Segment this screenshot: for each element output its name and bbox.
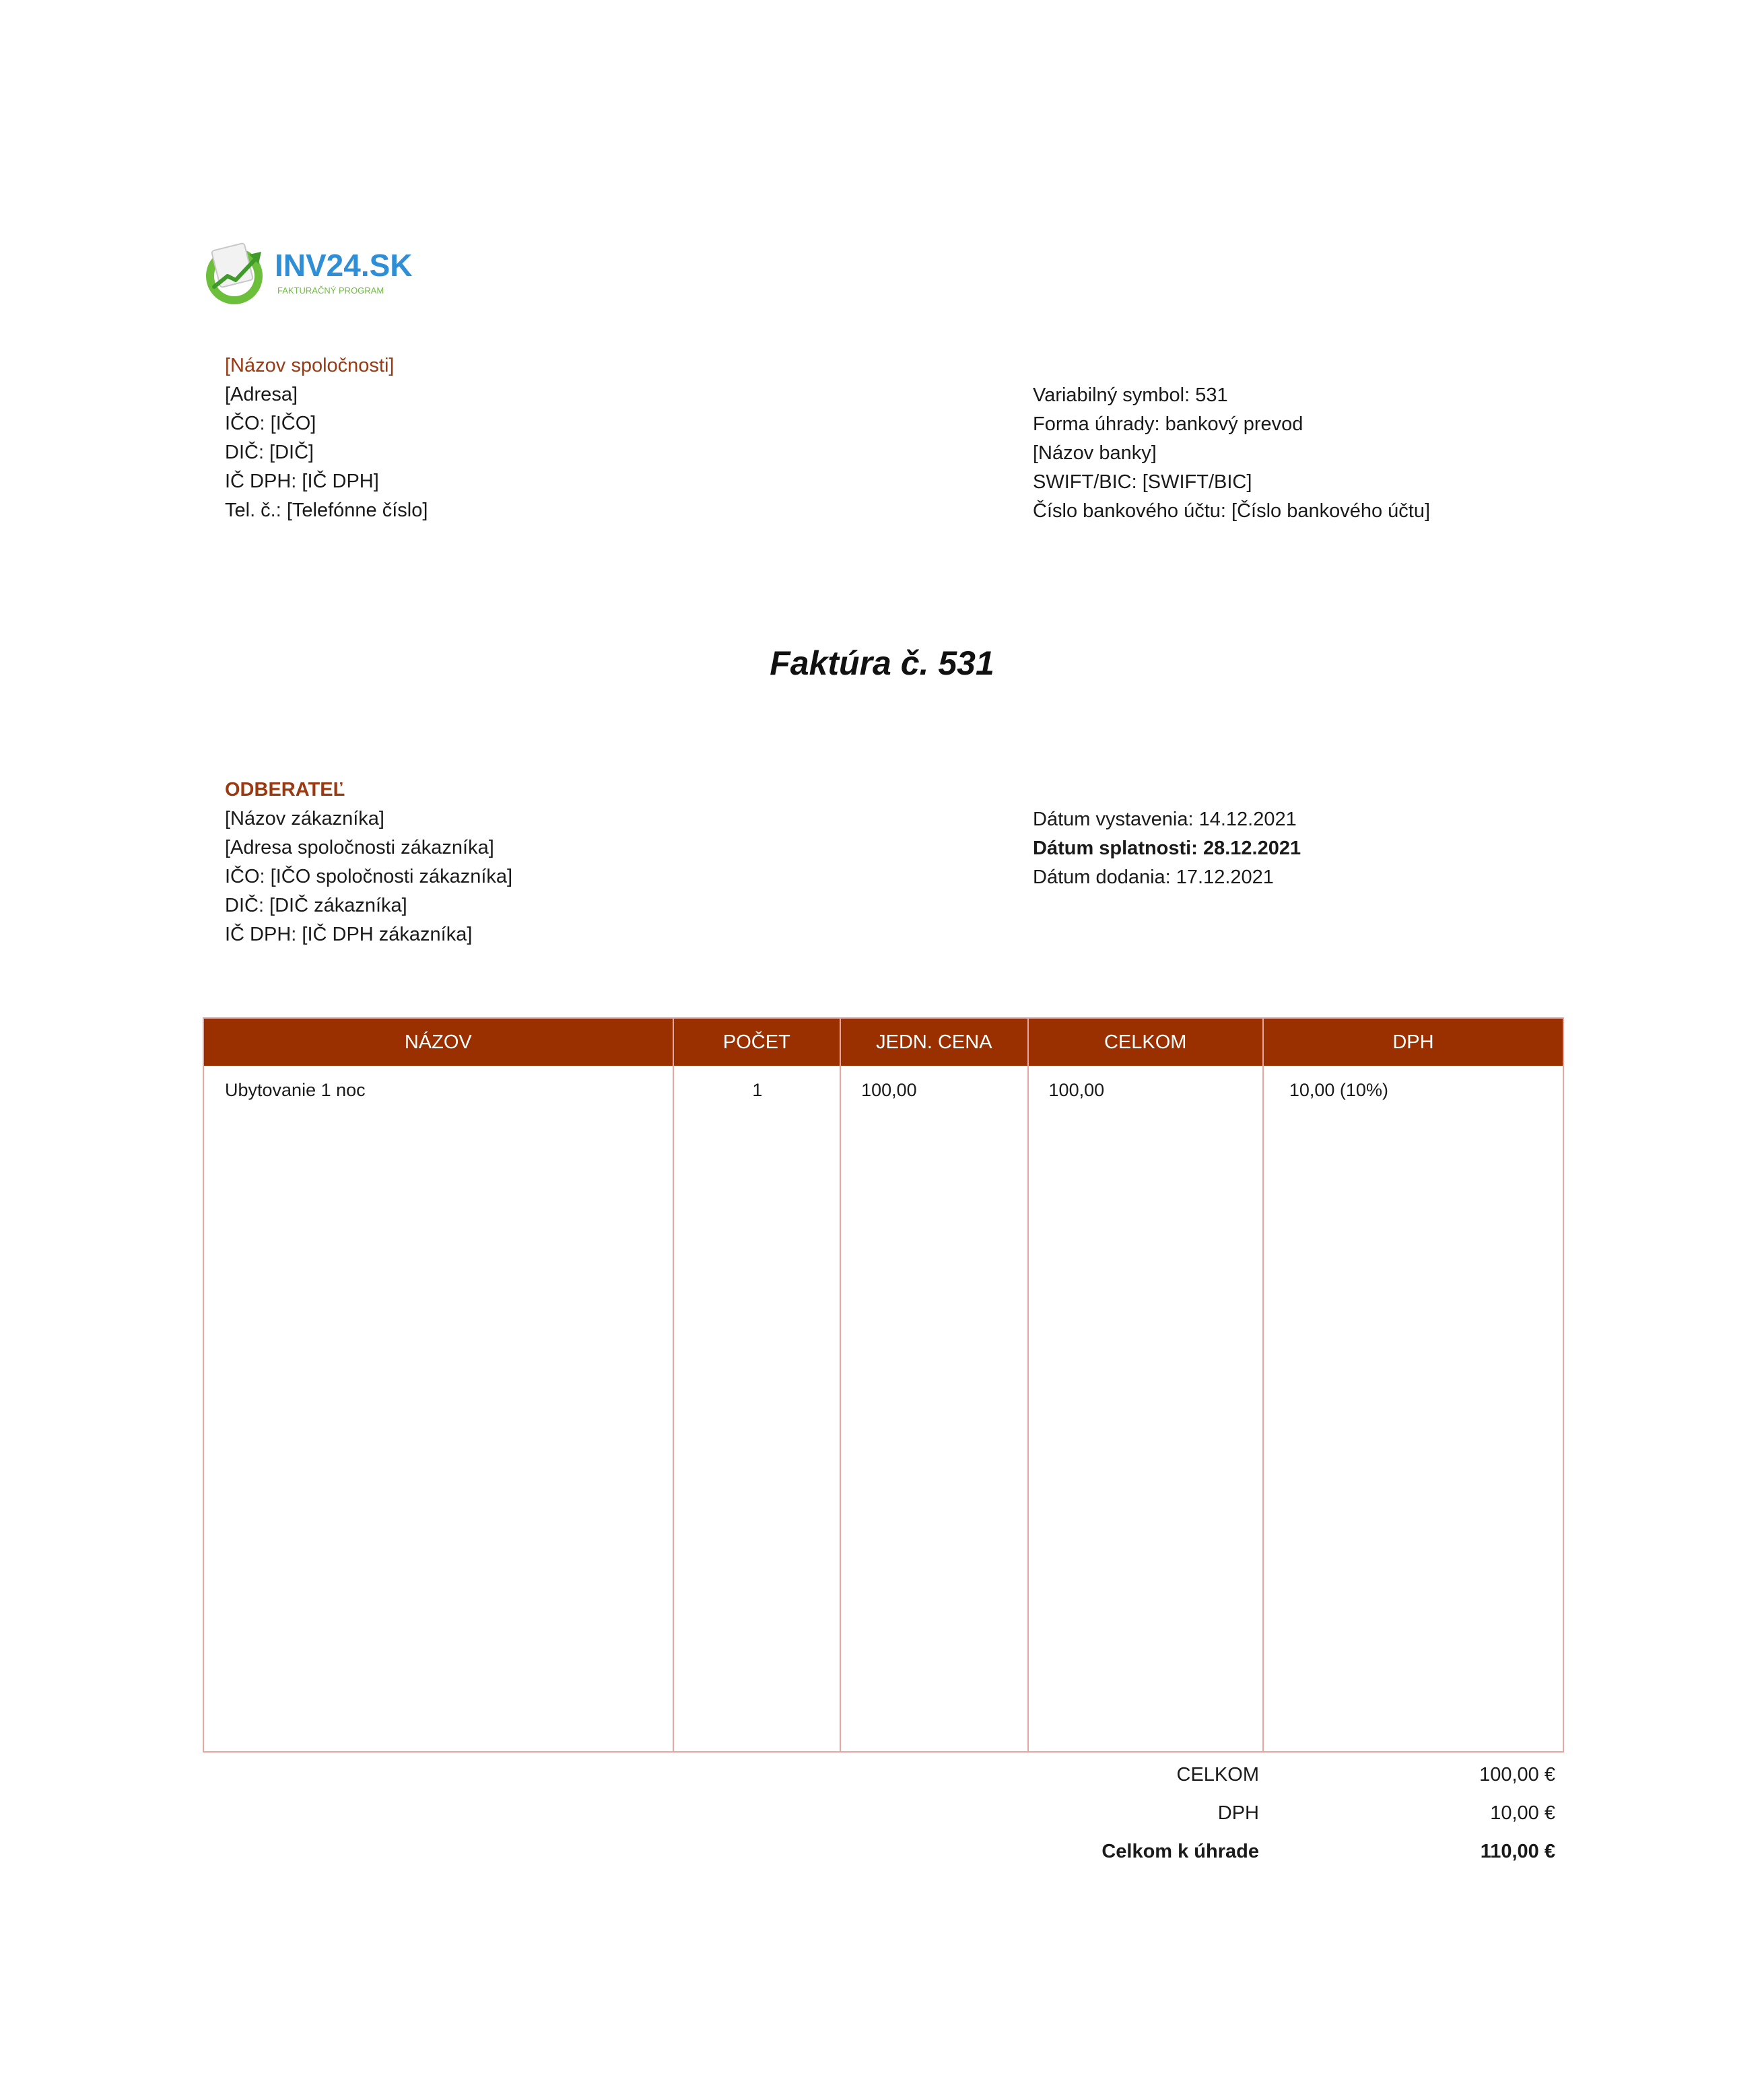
column-dividers (204, 1066, 1563, 1751)
totals-grand (1037, 1833, 1562, 1871)
header-count: POČET (674, 1019, 842, 1066)
logo-icon (202, 237, 413, 311)
variable-symbol: Variabilný symbol: 531 (1033, 384, 1228, 406)
row-vat: 10,00 (10%) (1289, 1080, 1388, 1100)
items-table (203, 1017, 1564, 1753)
header-name: NÁZOV (204, 1019, 674, 1066)
customer-heading: ODBERATEĽ (225, 779, 345, 801)
date-due: Dátum splatnosti: 28.12.2021 (1033, 838, 1301, 859)
supplier-phone: Tel. č.: [Telefónne číslo] (225, 500, 428, 521)
logo-tagline: FAKTURAČNÝ PROGRAM (277, 285, 384, 296)
supplier-block (225, 351, 428, 525)
bank-account: Číslo bankového účtu: [Číslo bankového účtu] (1033, 500, 1431, 522)
grand-total-label: Celkom k úhrade (1101, 1841, 1259, 1862)
totals-vat (1037, 1794, 1562, 1833)
row-name: Ubytovanie 1 noc (225, 1080, 366, 1100)
supplier-dic: DIČ: [DIČ] (225, 442, 314, 463)
customer-ic-dph: IČ DPH: [IČ DPH zákazníka] (225, 924, 473, 945)
header-vat: DPH (1392, 1031, 1434, 1053)
customer-ico: IČO: [IČO spoločnosti zákazníka] (225, 866, 513, 887)
subtotal-label: CELKOM (1176, 1764, 1259, 1786)
logo-brand: INV24.SK (275, 248, 413, 283)
vat-value: 10,00 € (1490, 1802, 1555, 1824)
swift-bic: SWIFT/BIC: [SWIFT/BIC] (1033, 471, 1252, 493)
subtotal-value: 100,00 € (1479, 1764, 1555, 1786)
totals-subtotal (1037, 1756, 1562, 1794)
supplier-ic-dph: IČ DPH: [IČ DPH] (225, 471, 379, 492)
date-issued: Dátum vystavenia: 14.12.2021 (1033, 809, 1297, 830)
header-unit-price: JEDN. CENA (841, 1019, 1028, 1066)
customer-block (225, 776, 512, 949)
invoice-title: Faktúra č. 531 (770, 644, 994, 682)
row-unit-price: 100,00 (861, 1080, 917, 1100)
supplier-ico: IČO: [IČO] (225, 413, 316, 434)
customer-name: [Názov zákazníka] (225, 808, 384, 829)
payment-method: Forma úhrady: bankový prevod (1033, 413, 1303, 435)
table-row (204, 1077, 1563, 1103)
payment-block (1033, 381, 1430, 526)
dates-block (1033, 805, 1301, 892)
customer-address: [Adresa spoločnosti zákazníka] (225, 837, 494, 858)
grand-total-value: 110,00 € (1480, 1841, 1555, 1862)
supplier-address: [Adresa] (225, 384, 298, 405)
customer-dic: DIČ: [DIČ zákazníka] (225, 895, 407, 916)
row-count: 1 (752, 1080, 763, 1100)
vat-label: DPH (1217, 1802, 1259, 1824)
table-header (204, 1019, 1563, 1066)
date-delivered: Dátum dodania: 17.12.2021 (1033, 866, 1274, 888)
totals-block (1037, 1756, 1562, 1871)
row-total: 100,00 (1048, 1080, 1105, 1100)
bank-name: [Názov banky] (1033, 442, 1157, 464)
supplier-name: [Názov spoločnosti] (225, 355, 395, 376)
logo (202, 237, 413, 311)
header-total: CELKOM (1029, 1019, 1264, 1066)
